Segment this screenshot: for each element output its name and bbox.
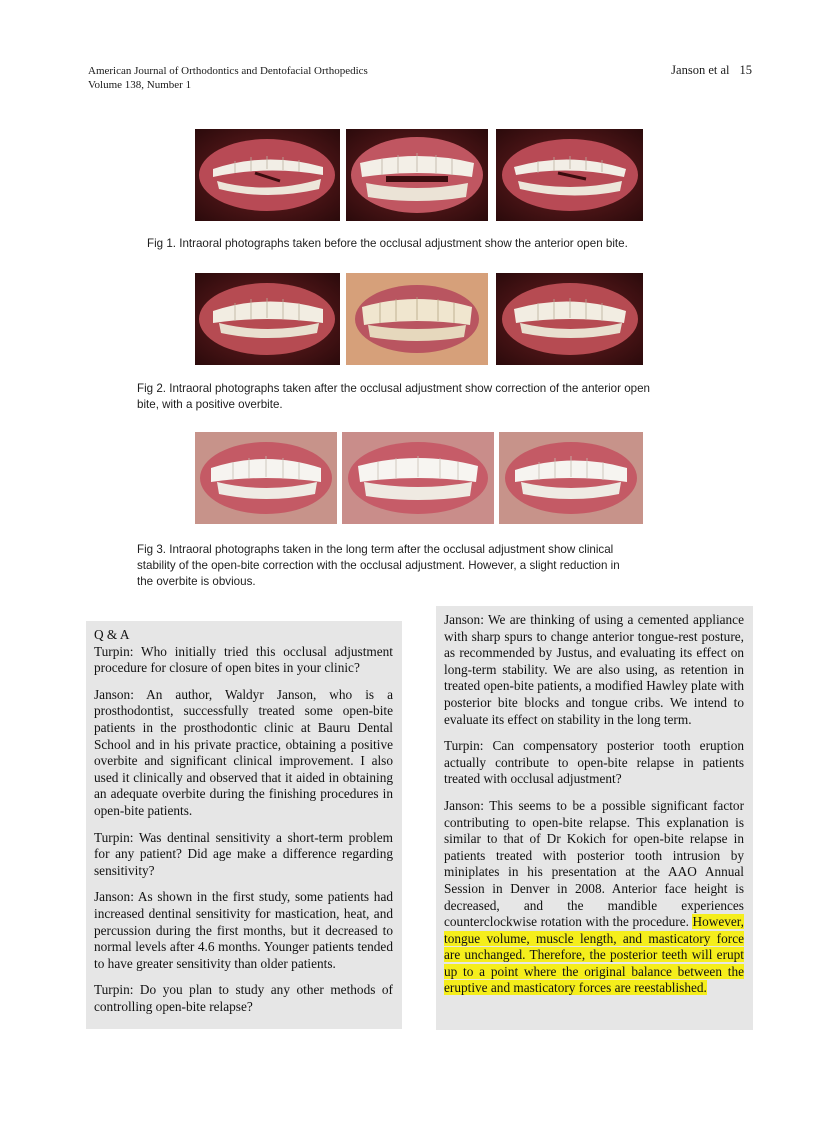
fig3-caption [137, 542, 707, 590]
qa-answer-4-text: Janson: This seems to be a possible significant factor contributing to open-bite relapse. This explanation is similar to that of Dr Kokich for open-bite relapse in patients treated with posterior tooth intrusion by miniplates in his presentation at the AAO Annual Session in Denver in 2008. Anterior face height is decreased, and the mandible experiences counterclockwise rotation with the procedure. [444, 797, 744, 930]
fig3-photo-left-lateral [499, 432, 643, 524]
fig2-photo-right-lateral [195, 273, 340, 365]
fig2-photo-frontal [346, 273, 488, 365]
page-number: 15 [739, 63, 752, 77]
running-header [88, 64, 368, 92]
volume-number: Volume 138, Number 1 [88, 79, 192, 91]
qa-answer-3: Janson: We are thinking of using a cemented appliance with sharp spurs to change anterior tongue-rest posture, as recommended by Justus, and evaluating its effect on long-term stability. We are also using, as retention in treated open-bite patients, a modified Hawley plate with posterior bite blocks and tongue cribs. We intend to evaluate its effect on stability in the long term. [444, 612, 744, 727]
qa-right-column [436, 606, 753, 1030]
qa-question-1: Turpin: Who initially tried this occlusal adjustment procedure for closure of open bites in your clinic? [94, 643, 393, 676]
qa-question-4: Turpin: Can compensatory posterior tooth eruption actually contribute to open-bite relapse in patients treated with occlusal adjustment? [444, 738, 744, 787]
qa-answer-4 [444, 798, 744, 997]
fig2-caption-line2: bite, with a positive overbite. [137, 398, 283, 411]
fig2-caption-line1: Fig 2. Intraoral photographs taken after the occlusal adjustment show correction of the anterior open [137, 382, 650, 395]
qa-heading: Q & A [94, 627, 130, 642]
qa-answer-1: Janson: An author, Waldyr Janson, who is a prosthodontist, successfully treated some open-bite patients in the prosthodontic clinic at Bauru Dental School and in his private practice, obtaining a positive overbite and significant clinical improvement. I also used it clinically and observed that it aided in obtaining an adequate overbite during the finishing procedures in open-bite patients. [94, 686, 393, 818]
fig3-photo-right-lateral [195, 432, 337, 524]
qa-answer-2: Janson: As shown in the first study, some patients had increased dentinal sensitivity for mastication, heat, and percussion during the first months, but it decreased to normal levels after 4.6 months. Younger patients tended to have greater sensitivity than older patients. [94, 889, 393, 971]
fig1-photo-frontal [346, 129, 488, 221]
fig3-caption-line1: Fig 3. Intraoral photographs taken in the long term after the occlusal adjustment show clinical [137, 543, 614, 556]
fig1-caption: Fig 1. Intraoral photographs taken before the occlusal adjustment show the anterior open bite. [147, 237, 628, 250]
fig3-caption-line3: the overbite is obvious. [137, 575, 256, 588]
fig3-caption-line2: stability of the open-bite correction with the occlusal adjustment. However, a slight reduction in [137, 559, 620, 572]
running-header-right [671, 63, 752, 78]
fig3-photo-frontal [342, 432, 494, 524]
fig2-caption [137, 381, 707, 413]
fig1-photo-left-lateral [496, 129, 643, 221]
journal-name: American Journal of Orthodontics and Dentofacial Orthopedics [88, 65, 368, 77]
highlighted-text: However, tongue volume, muscle length, and masticatory force are unchanged. Therefore, the posterior teeth will erupt up to a point where the original balance between the eruptive and masticatory forces are reestablished. [444, 914, 744, 996]
fig1-photo-right-lateral [195, 129, 340, 221]
qa-left-column [86, 621, 402, 1029]
fig2-photo-left-lateral [496, 273, 643, 365]
author-name: Janson et al [671, 63, 730, 77]
qa-question-3: Turpin: Do you plan to study any other methods of controlling open-bite relapse? [94, 982, 393, 1014]
qa-question-2: Turpin: Was dentinal sensitivity a short-term problem for any patient? Did age make a difference regarding sensitivity? [94, 829, 393, 878]
